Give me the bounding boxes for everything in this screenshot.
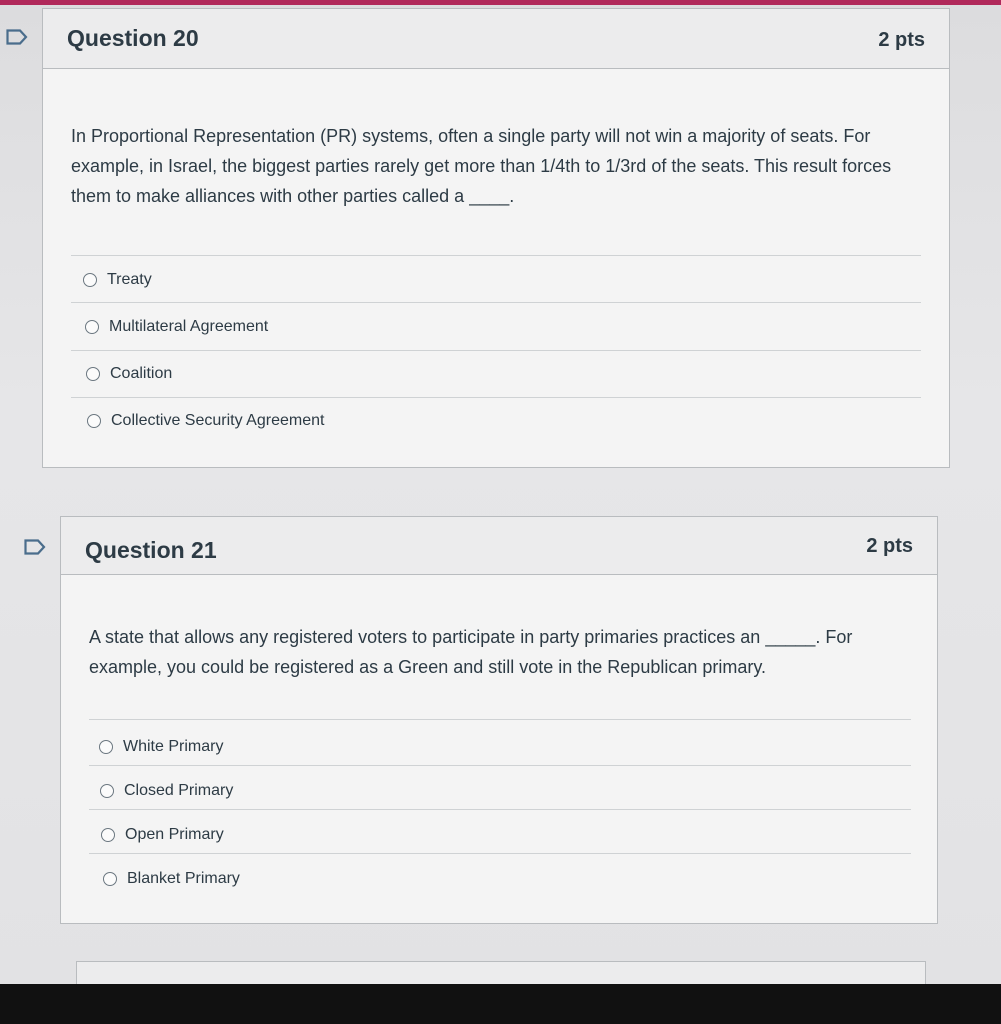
question-title: Question 21 xyxy=(85,537,217,563)
answer-option-open-primary[interactable] xyxy=(101,820,224,850)
answer-divider xyxy=(71,302,921,303)
radio-button[interactable] xyxy=(103,872,117,886)
radio-button[interactable] xyxy=(101,828,115,842)
radio-button[interactable] xyxy=(85,320,99,334)
question-points: 2 pts xyxy=(878,29,925,51)
flag-question-icon[interactable] xyxy=(24,539,46,555)
question-header xyxy=(43,9,949,69)
answer-divider xyxy=(71,397,921,398)
answer-divider xyxy=(89,853,911,854)
question-21-card xyxy=(60,516,938,924)
radio-button[interactable] xyxy=(86,367,100,381)
answer-option-multilateral-agreement[interactable] xyxy=(85,312,268,342)
radio-button[interactable] xyxy=(99,740,113,754)
answer-option-blanket-primary[interactable] xyxy=(103,864,240,894)
answer-label: White Primary xyxy=(123,738,224,755)
answer-label: Multilateral Agreement xyxy=(109,318,269,335)
top-accent-bar xyxy=(0,0,1001,5)
answer-option-treaty[interactable] xyxy=(83,265,152,295)
radio-button[interactable] xyxy=(87,414,101,428)
question-title: Question 20 xyxy=(67,25,199,51)
answer-option-collective-security-agreement[interactable] xyxy=(87,406,324,436)
answer-label: Closed Primary xyxy=(124,782,234,799)
answer-divider xyxy=(89,765,911,766)
question-points: 2 pts xyxy=(866,535,913,557)
flag-question-icon[interactable] xyxy=(6,29,28,45)
answer-option-white-primary[interactable] xyxy=(99,732,223,762)
answer-label: Blanket Primary xyxy=(127,870,240,887)
question-text: A state that allows any registered voters to participate in party primaries practices an _____. For example, you could be registered as a Green and still vote in the Republican primary. xyxy=(89,627,853,677)
answer-option-coalition[interactable] xyxy=(86,359,172,389)
question-text: In Proportional Representation (PR) systems, often a single party will not win a majority of seats. For example, in Israel, the biggest parties rarely get more than 1/4th to 1/3rd of the seats. This result forces them to make alliances with other parties called a ____. xyxy=(71,126,892,206)
answer-divider xyxy=(89,719,911,720)
answer-divider xyxy=(89,809,911,810)
radio-button[interactable] xyxy=(83,273,97,287)
answer-divider xyxy=(71,255,921,256)
answer-divider xyxy=(71,350,921,351)
question-20-card xyxy=(42,8,950,468)
screen-bezel-bottom xyxy=(0,984,1001,1024)
answer-label: Collective Security Agreement xyxy=(111,412,325,429)
answer-option-closed-primary[interactable] xyxy=(100,776,233,806)
answer-label: Coalition xyxy=(110,365,173,382)
question-header xyxy=(61,517,937,575)
answer-label: Open Primary xyxy=(125,826,224,843)
radio-button[interactable] xyxy=(100,784,114,798)
answer-label: Treaty xyxy=(107,271,152,288)
